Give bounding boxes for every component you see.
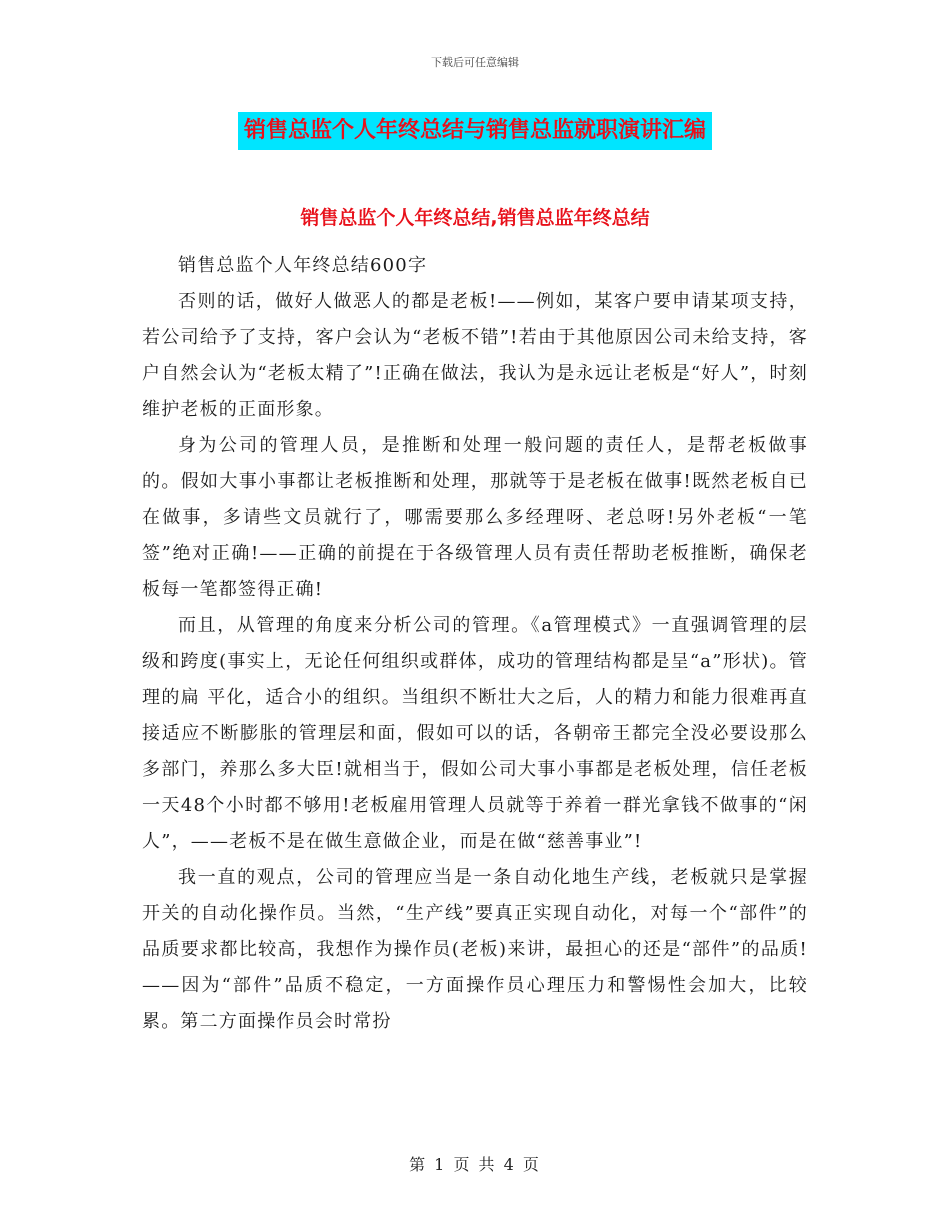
paragraph: 我一直的观点，公司的管理应当是一条自动化地生产线，老板就只是掌握开关的自动化操作员。当然，“生产线”要真正实现自动化，对每一个“部件”的品质要求都比较高，我想作为操作员(老板)来讲，最担心的还是“部件”的品质!——因为“部件”品质不稳定，一方面操作员心理压力和警惕性会加大，比较累。第二方面操作员会时常扮 [142, 867, 808, 1032]
main-title-wrap [0, 112, 950, 150]
paragraph: 否则的话，做好人做恶人的都是老板!——例如，某客户要申请某项支持，若公司给予了支持，客户会认为“老板不错”!若由于其他原因公司未给支持，客户自然会认为“老板太精了”!正确在做法，我认为是永远让老板是“好人”，时刻维护老板的正面形象。 [142, 291, 808, 420]
main-title: 销售总监个人年终总结与销售总监就职演讲汇编 [238, 112, 712, 150]
paragraph-heading: 销售总监个人年终总结600字 [178, 255, 428, 276]
paragraph: 身为公司的管理人员，是推断和处理一般问题的责任人，是帮老板做事的。假如大事小事都让老板推断和处理，那就等于是老板在做事!既然老板自已在做事，多请些文员就行了，哪需要那么多经理呀、老总呀!另外老板“一笔签”绝对正确!——正确的前提在于各级管理人员有责任帮助老板推断，确保老板每一笔都签得正确! [142, 435, 808, 600]
page-number-footer: 第 1 页 共 4 页 [409, 1155, 541, 1174]
header-note: 下载后可任意编辑 [431, 56, 519, 69]
sub-title: 销售总监个人年终总结,销售总监年终总结 [300, 207, 650, 229]
paragraph: 而且，从管理的角度来分析公司的管理。《a管理模式》一直强调管理的层级和跨度(事实上，无论任何组织或群体，成功的管理结构都是呈“a”形状)。管理的扁 平化，适合小的组织。当组织不断壮大之后，人的精力和能力很难再直接适应不断膨胀的管理层和面，假如可以的话，各朝帝王都完全没必要设那么多部门，养那么多大臣!就相当于，假如公司大事小事都是老板处理，信任老板一天48个小时都不够用!老板雇用管理人员就等于养着一群光拿钱不做事的“闲人”，——老板不是在做生意做企业，而是在做“慈善事业”! [142, 615, 808, 852]
body-text [142, 248, 808, 1040]
